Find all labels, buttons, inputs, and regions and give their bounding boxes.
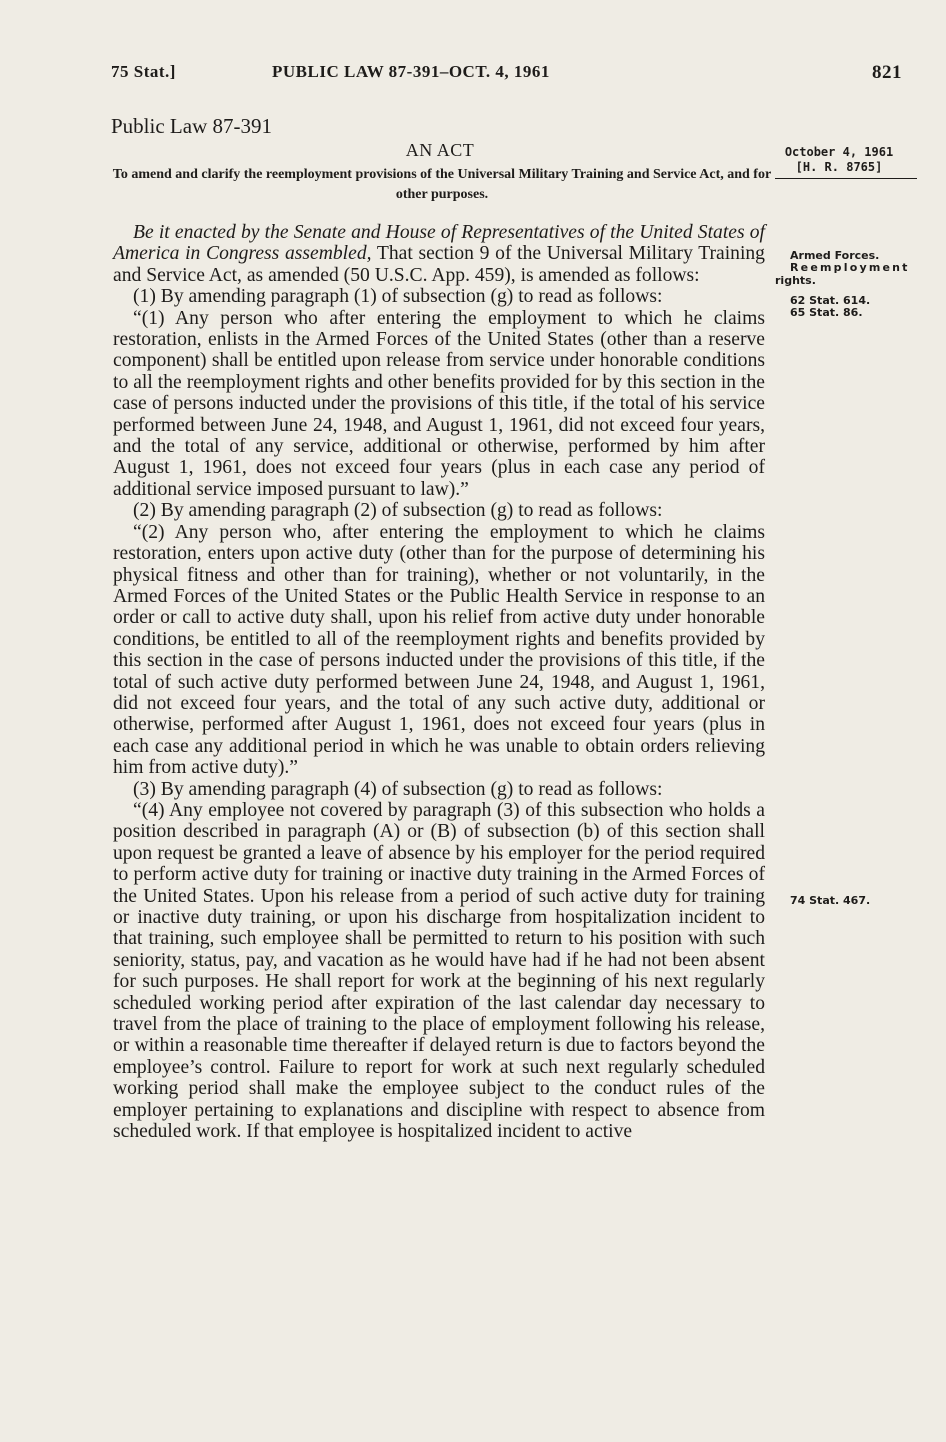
margin-note-citation-2: 65 Stat. 86. <box>790 306 863 319</box>
sidebar-divider <box>775 178 917 179</box>
paragraph-amend-2: (2) By amending paragraph (2) of subsection (g) to read as follows: <box>133 500 663 522</box>
paragraph-amend-1: (1) By amending paragraph (1) of subsection (g) to read as follows: <box>133 286 663 308</box>
paragraph-text-1: “(1) Any person who after entering the employment to which he claims restoration, enlists in the Armed Forces of the United States (other than a reserve component) shall be entitled upon release from service under honorable conditions to all the reemployment rights and other benefits provided for by this section in the case of persons inducted under the provisions of this title, if the total of his service performed between June 24, 1948, and August 1, 1961, did not exceed four years, and the total of any service, additional or otherwise, performed by him after August 1, 1961, does not exceed four years (plus in each case any period of additional service imposed pursuant to law).” <box>113 307 765 500</box>
margin-note-topic-3: rights. <box>775 274 816 287</box>
paragraph-text-2: “(2) Any person who, after entering the employment to which he claims restoration, enters upon active duty (other than for the purpose of determining his physical fitness and other than for training), whether or not voluntarily, in the Armed Forces of the United States or the Public Health Service in response to an order or call to active duty shall, upon his relief from active duty under honorable conditions, be entitled to all of the reemployment rights and benefits provided by this section in the case of persons inducted under the provisions of this title, if the total of such active duty performed between June 24, 1948, and August 1, 1961, did not exceed four years, and the total of any such active duty, additional or otherwise, performed after August 1, 1961, does not exceed four years (plus in each case any additional period in which he was unable to obtain orders relieving him from active duty).” <box>113 521 765 779</box>
paragraph-text-3: “(4) Any employee not covered by paragraph (3) of this subsection who holds a position described in paragraph (A) or (B) of subsection (b) of this section shall upon request be granted a leave of absence by his employer for the period required to perform active duty for training or inactive duty training in the Armed Forces of the United States. Upon his release from a period of such active duty for training or inactive duty training, or upon his discharge from hospitalization incident to that training, such employee shall be permitted to return to his position with such seniority, status, pay, and vacation as he would have had if he had not been absent for such purposes. He shall report for work at the beginning of his next regularly scheduled working period after expiration of the last calendar day necessary to travel from the place of training to the place of employment following his release, or within a reasonable time thereafter if delayed return is due to factors beyond the employee’s control. Failure to report for work at such next regularly scheduled working period shall make the employee subject to the conduct rules of the employer pertaining to explanations and discipline with respect to absence from scheduled work. If that employee is hospitalized incident to active <box>113 799 765 1143</box>
header-law-title: PUBLIC LAW 87-391–OCT. 4, 1961 <box>272 62 550 81</box>
enacting-clause <box>113 222 765 286</box>
margin-note-topic-2: Reemployment <box>790 261 910 274</box>
margin-note-citation-1: 62 Stat. 614. <box>790 294 871 307</box>
sidebar-date-block <box>784 145 894 175</box>
paragraph-amend-3: (3) By amending paragraph (4) of subsection (g) to read as follows: <box>133 778 663 800</box>
enacting-clause-text: That section 9 of the Universal Military Training and Service Act, as amended (50 U.S.C. App. 459), is amended as follows: <box>113 243 765 286</box>
sidebar-date: October 4, 1961 <box>784 145 894 159</box>
statute-body <box>113 222 765 1142</box>
margin-note-topic-1: Armed Forces. <box>790 249 880 262</box>
sidebar-bill-number: [H. R. 8765] <box>795 160 883 174</box>
page-number: 821 <box>872 62 902 83</box>
header-volume: 75 Stat.] <box>111 62 176 81</box>
public-law-number: Public Law 87-391 <box>111 114 272 138</box>
act-description: To amend and clarify the reemployment provisions of the Universal Military Training and Service Act, and for other purposes. <box>112 167 772 202</box>
margin-note-citation-3: 74 Stat. 467. <box>790 894 871 907</box>
act-heading: AN ACT <box>405 140 475 160</box>
enacting-clause-italic: Be it enacted by the Senate and House of Representatives of the United States of America in Congress assembled, <box>113 222 765 265</box>
